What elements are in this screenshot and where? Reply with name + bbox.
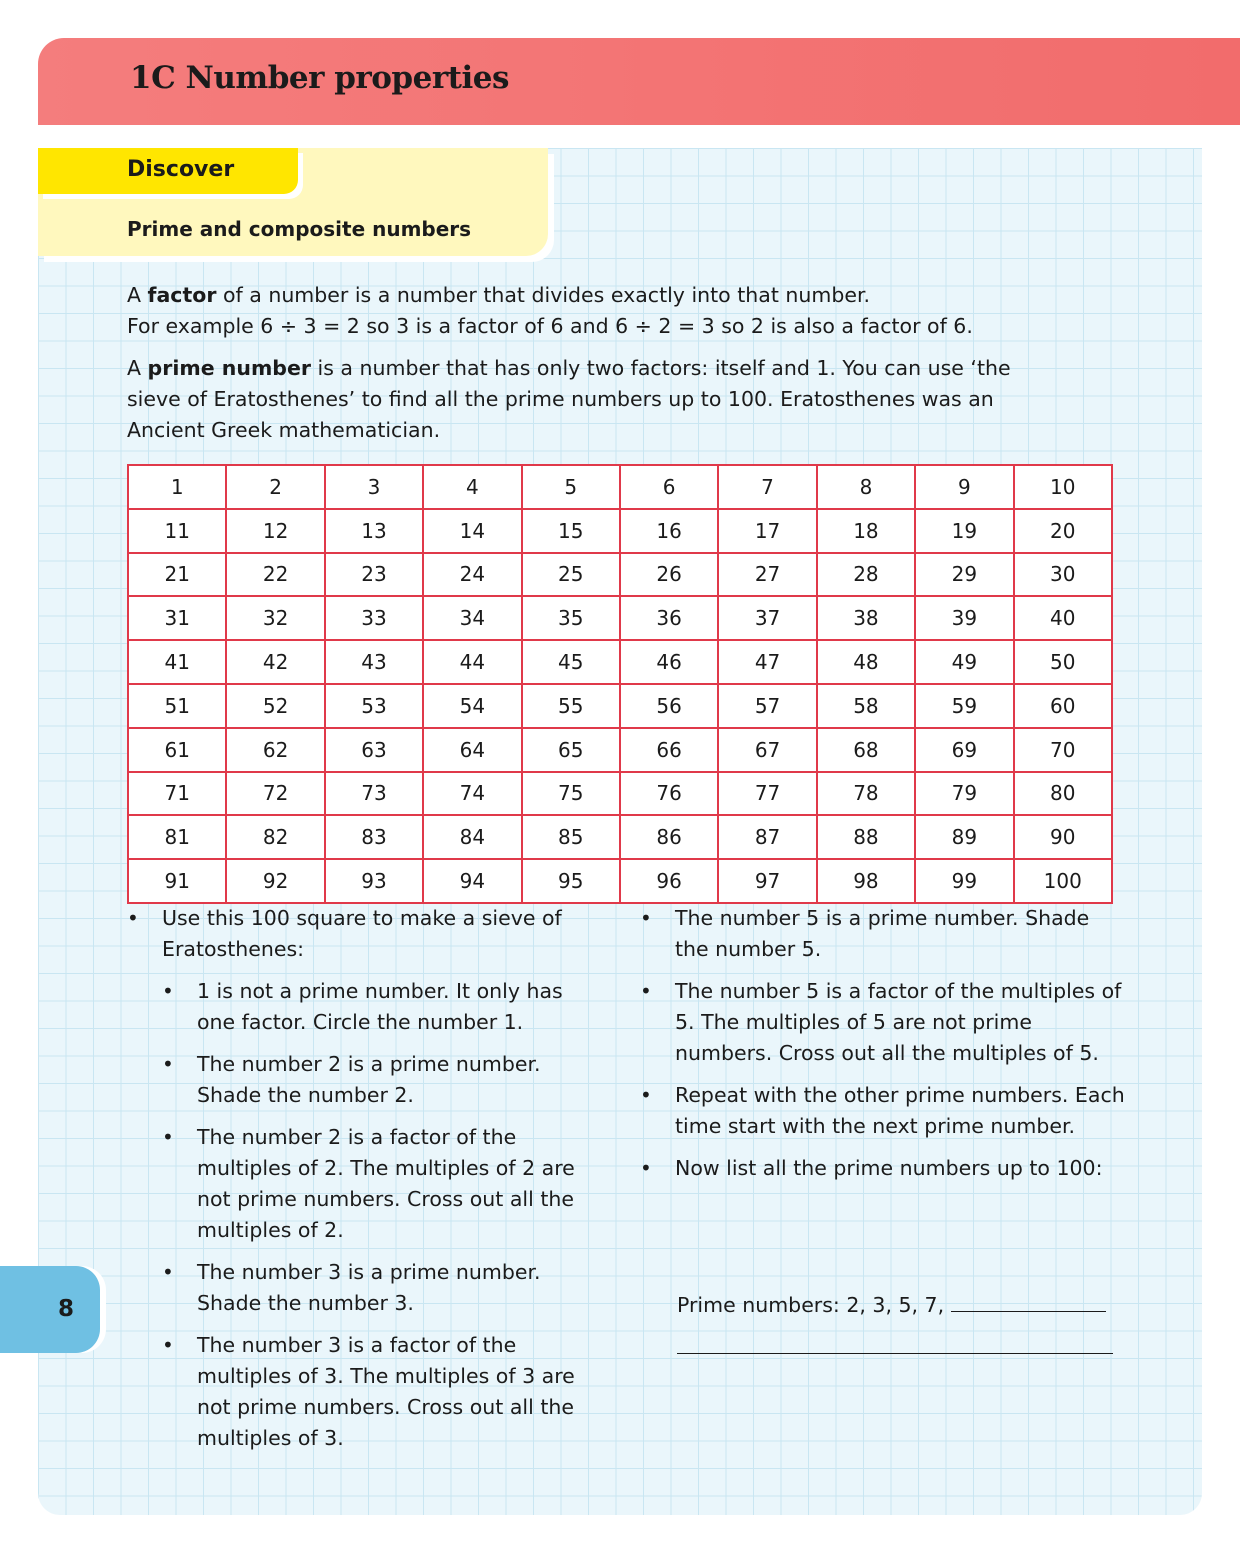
hundred-square-cell[interactable]: 57 [718,684,816,728]
instruction-step-cross-multiples-3: • The number 3 is a factor of the multiples of 3. The multiples of 3 are not prime numbers. Cross out all the multiples of 3. [197,1330,602,1454]
hundred-square-cell[interactable]: 81 [128,815,226,859]
hundred-square-cell[interactable]: 4 [423,465,521,509]
hundred-square-cell[interactable]: 25 [522,553,620,597]
answer-blank-short[interactable] [951,1310,1106,1312]
factor-example: For example 6 ÷ 3 = 2 so 3 is a factor of 6 and 6 ÷ 2 = 3 so 2 is also a factor of 6. [127,314,973,338]
hundred-square-cell[interactable]: 6 [620,465,718,509]
instructions-right [675,903,1125,1195]
factor-definition-text: of a number is a number that divides exactly into that number. [216,283,871,307]
hundred-square-cell[interactable]: 34 [423,596,521,640]
hundred-square-cell[interactable]: 84 [423,815,521,859]
prime-definition-text: is a number that has only two factors: itself and 1. You can use ‘the sieve of Eratosthenes’ to find all the prime numbers up to 100. Eratosthenes was an Ancient Greek mathematician. [127,356,1011,442]
instruction-main: • Use this 100 square to make a sieve of Eratosthenes: [162,903,602,965]
hundred-square-cell[interactable]: 29 [915,553,1013,597]
hundred-square-cell[interactable]: 74 [423,772,521,816]
hundred-square-cell[interactable]: 38 [817,596,915,640]
prime-numbers-label: Prime numbers: 2, 3, 5, 7, [677,1293,951,1317]
hundred-square-cell[interactable]: 47 [718,640,816,684]
hundred-square-cell[interactable]: 1 [128,465,226,509]
hundred-square-row [128,465,1112,509]
hundred-square-cell[interactable]: 90 [1014,815,1112,859]
hundred-square-cell[interactable]: 2 [226,465,324,509]
hundred-square-cell[interactable]: 9 [915,465,1013,509]
hundred-square-cell[interactable]: 60 [1014,684,1112,728]
hundred-square-cell[interactable]: 41 [128,640,226,684]
hundred-square-cell[interactable]: 89 [915,815,1013,859]
hundred-square-cell[interactable]: 65 [522,728,620,772]
hundred-square-cell[interactable]: 50 [1014,640,1112,684]
instruction-step-shade-5: • The number 5 is a prime number. Shade the number 5. [675,903,1125,965]
hundred-square-cell[interactable]: 45 [522,640,620,684]
hundred-square-cell[interactable]: 97 [718,859,816,903]
hundred-square-cell[interactable]: 19 [915,509,1013,553]
hundred-square-cell[interactable]: 22 [226,553,324,597]
hundred-square-cell[interactable]: 15 [522,509,620,553]
hundred-square-cell[interactable]: 43 [325,640,423,684]
hundred-square-row [128,728,1112,772]
hundred-square-cell[interactable]: 12 [226,509,324,553]
instruction-step-list-primes: • Now list all the prime numbers up to 100: [675,1153,1125,1184]
hundred-square-cell[interactable]: 73 [325,772,423,816]
hundred-square-cell[interactable]: 95 [522,859,620,903]
hundred-square-cell[interactable]: 40 [1014,596,1112,640]
hundred-square-cell[interactable]: 76 [620,772,718,816]
hundred-square-cell[interactable]: 58 [817,684,915,728]
hundred-square-cell[interactable]: 37 [718,596,816,640]
hundred-square-cell[interactable]: 13 [325,509,423,553]
hundred-square-cell[interactable]: 86 [620,815,718,859]
hundred-square-cell[interactable]: 99 [915,859,1013,903]
hundred-square-row [128,553,1112,597]
hundred-square-cell[interactable]: 8 [817,465,915,509]
hundred-square-cell[interactable]: 42 [226,640,324,684]
hundred-square-cell[interactable]: 16 [620,509,718,553]
section-title: Prime and composite numbers [127,217,472,241]
hundred-square-cell[interactable]: 64 [423,728,521,772]
hundred-square-cell[interactable]: 55 [522,684,620,728]
hundred-square-cell[interactable]: 61 [128,728,226,772]
hundred-square-cell[interactable]: 17 [718,509,816,553]
hundred-square-cell[interactable]: 93 [325,859,423,903]
instructions-left [162,903,602,1465]
hundred-square-cell[interactable]: 98 [817,859,915,903]
hundred-square-cell[interactable]: 51 [128,684,226,728]
hundred-square-cell[interactable]: 56 [620,684,718,728]
hundred-square-cell[interactable]: 69 [915,728,1013,772]
hundred-square-cell[interactable]: 46 [620,640,718,684]
hundred-square-row [128,772,1112,816]
hundred-square-cell[interactable]: 48 [817,640,915,684]
hundred-square-cell[interactable]: 80 [1014,772,1112,816]
hundred-square-cell[interactable]: 14 [423,509,521,553]
answer-blank-long[interactable] [677,1353,1113,1354]
hundred-square-cell[interactable]: 23 [325,553,423,597]
hundred-square-cell[interactable]: 18 [817,509,915,553]
hundred-square-cell[interactable]: 59 [915,684,1013,728]
page-number: 8 [57,1296,74,1322]
hundred-square-cell[interactable]: 62 [226,728,324,772]
hundred-square-cell[interactable]: 24 [423,553,521,597]
hundred-square-cell[interactable]: 67 [718,728,816,772]
hundred-square-cell[interactable]: 78 [817,772,915,816]
factor-term: factor [147,283,217,307]
hundred-square-row [128,815,1112,859]
hundred-square-cell[interactable]: 26 [620,553,718,597]
hundred-square-row [128,684,1112,728]
factor-definition-prefix: A [127,283,148,307]
page-title: 1C Number properties [130,60,509,96]
hundred-square-cell[interactable]: 88 [817,815,915,859]
hundred-square-cell[interactable]: 66 [620,728,718,772]
instruction-step-shade-3: • The number 3 is a prime number. Shade the number 3. [197,1257,602,1319]
instruction-step-repeat: • Repeat with the other prime numbers. Each time start with the next prime number. [675,1080,1125,1142]
hundred-square-cell[interactable]: 39 [915,596,1013,640]
hundred-square-cell[interactable]: 94 [423,859,521,903]
hundred-square-cell[interactable]: 100 [1014,859,1112,903]
prime-term: prime number [147,356,311,380]
hundred-square-cell[interactable]: 72 [226,772,324,816]
hundred-square [127,464,1113,904]
hundred-square-cell[interactable]: 52 [226,684,324,728]
discover-label: Discover [127,157,235,182]
hundred-square-cell[interactable]: 82 [226,815,324,859]
prime-definition [127,353,1027,446]
hundred-square-cell[interactable]: 70 [1014,728,1112,772]
hundred-square-cell[interactable]: 36 [620,596,718,640]
factor-definition [127,280,1127,342]
hundred-square-cell[interactable]: 28 [817,553,915,597]
hundred-square-row [128,640,1112,684]
hundred-square-cell[interactable]: 11 [128,509,226,553]
hundred-square-cell[interactable]: 79 [915,772,1013,816]
hundred-square-cell[interactable]: 35 [522,596,620,640]
hundred-square-cell[interactable]: 96 [620,859,718,903]
hundred-square-cell[interactable]: 32 [226,596,324,640]
hundred-square-cell[interactable]: 75 [522,772,620,816]
hundred-square-cell[interactable]: 54 [423,684,521,728]
hundred-square-row [128,509,1112,553]
hundred-square-cell[interactable]: 49 [915,640,1013,684]
hundred-square-cell[interactable]: 68 [817,728,915,772]
hundred-square-row [128,596,1112,640]
instruction-step-cross-multiples-5: • The number 5 is a factor of the multiples of 5. The multiples of 5 are not prime numbers. Cross out all the multiples of 5. [675,976,1125,1069]
hundred-square-cell[interactable]: 7 [718,465,816,509]
hundred-square-cell[interactable]: 10 [1014,465,1112,509]
header-band [38,38,1240,125]
hundred-square-cell[interactable]: 63 [325,728,423,772]
hundred-square-cell[interactable]: 71 [128,772,226,816]
instruction-step-cross-multiples-2: • The number 2 is a factor of the multiples of 2. The multiples of 2 are not prime numbers. Cross out all the multiples of 2. [197,1122,602,1246]
hundred-square-cell[interactable]: 85 [522,815,620,859]
hundred-square-cell[interactable]: 83 [325,815,423,859]
hundred-square-cell[interactable]: 77 [718,772,816,816]
instruction-step-shade-2: • The number 2 is a prime number. Shade the number 2. [197,1049,602,1111]
hundred-square-row [128,859,1112,903]
hundred-square-cell[interactable]: 91 [128,859,226,903]
hundred-square-cell[interactable]: 33 [325,596,423,640]
hundred-square-cell[interactable]: 44 [423,640,521,684]
prime-numbers-answer [677,1290,1106,1321]
hundred-square-cell[interactable]: 21 [128,553,226,597]
hundred-square-cell[interactable]: 5 [522,465,620,509]
hundred-square-cell[interactable]: 31 [128,596,226,640]
hundred-square-cell[interactable]: 53 [325,684,423,728]
prime-definition-prefix: A [127,356,148,380]
instruction-step-circle-1: • 1 is not a prime number. It only has one factor. Circle the number 1. [197,976,602,1038]
hundred-square-cell[interactable]: 30 [1014,553,1112,597]
hundred-square-cell[interactable]: 92 [226,859,324,903]
hundred-square-cell[interactable]: 20 [1014,509,1112,553]
hundred-square-cell[interactable]: 27 [718,553,816,597]
hundred-square-cell[interactable]: 3 [325,465,423,509]
hundred-square-cell[interactable]: 87 [718,815,816,859]
